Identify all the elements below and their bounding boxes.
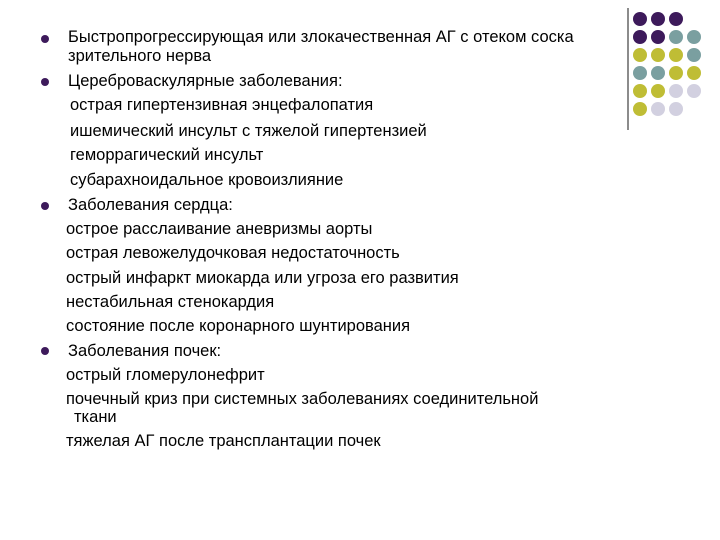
bullet-dot [41,78,49,86]
decorative-dot [633,102,647,116]
bullet-subitem: состояние после коронарного шунтирования [66,317,411,335]
decorative-dot [669,84,683,98]
bullet-subitem: почечный криз при системных заболеваниях соединительной [66,390,539,408]
bullet-subitem: острый гломерулонефрит [66,366,265,384]
decorative-dot [633,84,647,98]
decorative-dot [687,66,701,80]
bullet-heading: Заболевания сердца: [68,196,233,214]
bullet-dot [41,347,49,355]
decorative-dot [669,48,683,62]
decorative-dot [687,84,701,98]
bullet-subitem: субарахноидальное кровоизлияние [70,171,344,189]
decorative-dot [669,30,683,44]
bullet-subitem: острый инфаркт миокарда или угроза его развития [66,269,459,287]
decorative-dot [669,66,683,80]
decorative-dot [633,12,647,26]
decorative-dot [651,102,665,116]
decorative-dot [669,102,683,116]
decorative-dot [651,66,665,80]
bullet-subitem: зрительного нерва [68,47,212,65]
bullet-dot [41,35,49,43]
decorative-dot [651,12,665,26]
bullet-subitem: нестабильная стенокардия [66,293,275,311]
bullet-subitem: ишемический инсульт с тяжелой гипертензией [70,122,427,140]
decorative-dot [651,48,665,62]
decorative-dot [633,30,647,44]
decorative-dot [633,66,647,80]
bullet-dot [41,202,49,210]
bullet-subitem: ткани [74,408,117,426]
decorative-dot [651,30,665,44]
decorative-divider [627,8,629,130]
decorative-dot [687,30,701,44]
decorative-dot [669,12,683,26]
bullet-subitem: острая гипертензивная энцефалопатия [70,96,374,114]
bullet-subitem: геморрагический инсульт [70,146,264,164]
decorative-dot [651,84,665,98]
bullet-heading: Цереброваскулярные заболевания: [68,72,343,90]
bullet-subitem: тяжелая АГ после трансплантации почек [66,432,381,450]
bullet-heading: Быстропрогрессирующая или злокачественная АГ с отеком соска [68,28,574,46]
bullet-subitem: острая левожелудочковая недостаточность [66,244,400,262]
decorative-dot [633,48,647,62]
decorative-dot [687,48,701,62]
bullet-subitem: острое расслаивание аневризмы аорты [66,220,373,238]
bullet-heading: Заболевания почек: [68,342,222,360]
